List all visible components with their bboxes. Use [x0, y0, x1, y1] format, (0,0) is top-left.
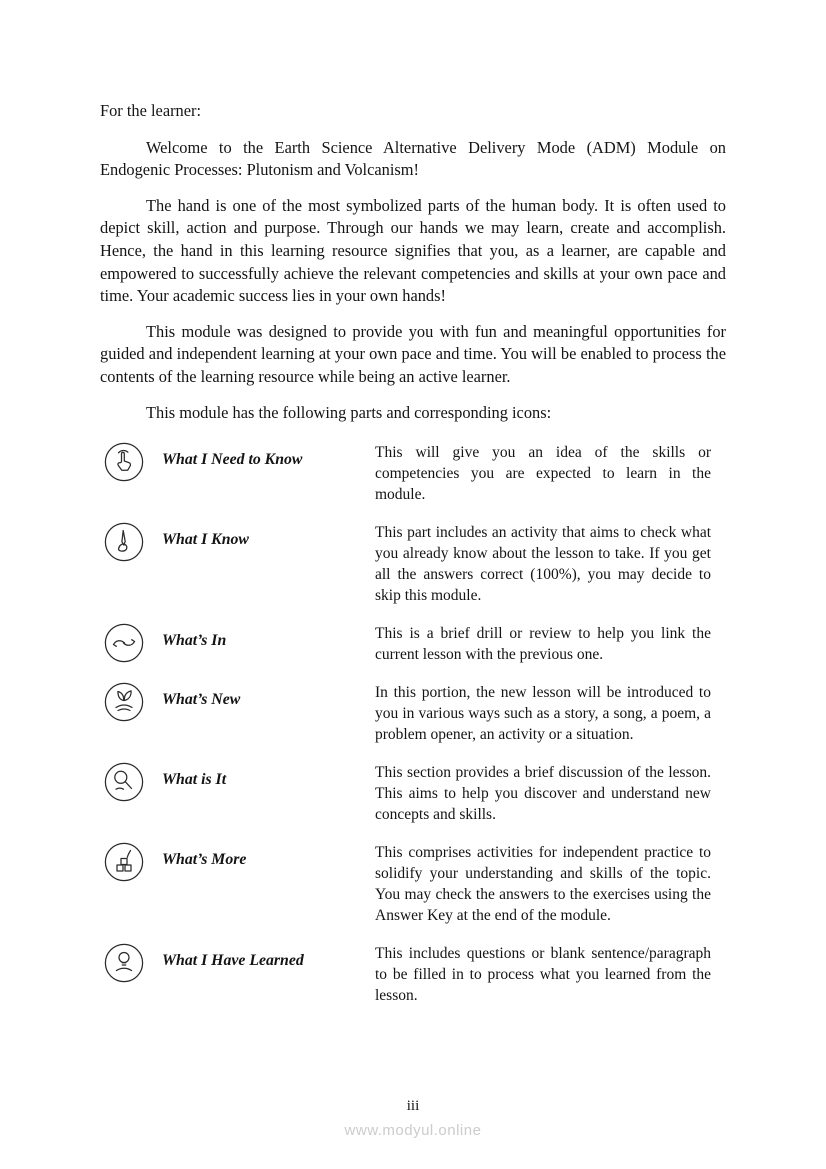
- list-item: [104, 623, 726, 665]
- part-description: This comprises activities for independent practice to solidify your understanding and skills of the topic. You may check the answers to the exercises using the Answer Key at the end of the module.: [375, 844, 711, 925]
- part-description: This section provides a brief discussion of the lesson. This aims to help you discover and understand new concepts and skills.: [375, 764, 711, 824]
- list-item: [104, 442, 726, 505]
- part-description: This part includes an activity that aims to check what you already know about the lesson to take. If you get all the answers correct (100%), you may decide to skip this module.: [375, 524, 711, 605]
- part-description: This includes questions or blank sentence/paragraph to be filled in to process what you learned from the lesson.: [375, 945, 711, 1005]
- list-item: [104, 842, 726, 926]
- linked-hands-icon: [104, 623, 144, 663]
- part-label: What I Know: [162, 531, 249, 549]
- module-parts-list: [100, 442, 726, 1006]
- learner-heading: For the learner:: [100, 101, 202, 120]
- part-description: This is a brief drill or review to help you link the current lesson with the previous one.: [375, 625, 711, 664]
- hand-holding-bulb-icon: [104, 943, 144, 983]
- list-item: [104, 682, 726, 745]
- hand-stacking-blocks-icon: [104, 842, 144, 882]
- hand-pointing-icon: [104, 442, 144, 482]
- magnifying-glass-icon: [104, 762, 144, 802]
- part-label: What I Have Learned: [162, 952, 304, 970]
- paragraph-module-design: This module was designed to provide you with fun and meaningful opportunities for guided and independent learning at your own pace and time. You will be enabled to process the contents of the learning resource while being an active learner.: [100, 321, 726, 386]
- part-label: What’s New: [162, 691, 241, 709]
- paragraph-hand-symbol: The hand is one of the most symbolized parts of the human body. It is often used to depict skill, action and purpose. Through our hands we may learn, create and accomplish. Hence, the hand in this learning resource signifies that you, as a learner, are capable and empowered to successfully achieve the relevant competencies and skills at your own pace and time. Your academic success lies in your own hands!: [100, 195, 726, 306]
- part-description: This will give you an idea of the skills or competencies you are expected to learn in the module.: [375, 444, 711, 504]
- hand-holding-pencil-icon: [104, 522, 144, 562]
- paragraph-parts-intro: This module has the following parts and corresponding icons:: [146, 402, 552, 422]
- paragraph-welcome: Welcome to the Earth Science Alternative Delivery Mode (ADM) Module on Endogenic Processes: Plutonism and Volcanism!: [100, 137, 726, 180]
- part-description: In this portion, the new lesson will be introduced to you in various ways such as a story, a song, a poem, a problem opener, an activity or a situation.: [375, 684, 711, 744]
- page-footer: [0, 1098, 826, 1139]
- list-item: [104, 522, 726, 606]
- page-number: iii: [406, 1098, 420, 1114]
- part-label: What I Need to Know: [162, 451, 303, 469]
- hand-with-leaves-icon: [104, 682, 144, 722]
- part-label: What’s More: [162, 851, 247, 869]
- part-label: What’s In: [162, 632, 227, 650]
- part-label: What is It: [162, 771, 227, 789]
- list-item: [104, 762, 726, 825]
- list-item: [104, 943, 726, 1006]
- watermark-text: www.modyul.online: [344, 1122, 482, 1139]
